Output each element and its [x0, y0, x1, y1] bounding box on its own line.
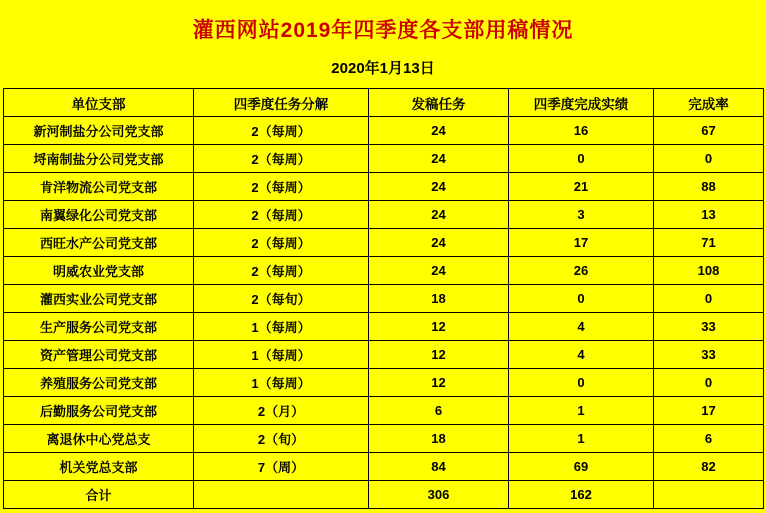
table-row [4, 173, 764, 201]
cell-rate: 17 [654, 397, 764, 425]
table-body [4, 117, 764, 509]
cell-total-quota: 306 [369, 481, 509, 509]
cell-actual: 3 [509, 201, 654, 229]
cell-quota: 6 [369, 397, 509, 425]
cell-task: 2（旬） [194, 425, 369, 453]
cell-unit: 埒南制盐分公司党支部 [4, 145, 194, 173]
cell-task: 2（每周） [194, 201, 369, 229]
cell-unit: 离退休中心党总支 [4, 425, 194, 453]
statistics-table [3, 88, 764, 509]
cell-rate: 88 [654, 173, 764, 201]
cell-unit: 灌西实业公司党支部 [4, 285, 194, 313]
column-header-unit: 单位支部 [4, 89, 194, 117]
cell-unit: 资产管理公司党支部 [4, 341, 194, 369]
cell-actual: 0 [509, 285, 654, 313]
cell-total-rate [654, 481, 764, 509]
cell-total-label: 合计 [4, 481, 194, 509]
table-row [4, 257, 764, 285]
cell-actual: 17 [509, 229, 654, 257]
cell-unit: 明威农业党支部 [4, 257, 194, 285]
cell-actual: 1 [509, 397, 654, 425]
cell-task: 2（每旬） [194, 285, 369, 313]
cell-unit: 生产服务公司党支部 [4, 313, 194, 341]
cell-task: 2（每周） [194, 145, 369, 173]
cell-task: 1（每周） [194, 313, 369, 341]
cell-unit: 新河制盐分公司党支部 [4, 117, 194, 145]
cell-task: 2（每周） [194, 257, 369, 285]
cell-actual: 1 [509, 425, 654, 453]
column-header-actual: 四季度完成实绩 [509, 89, 654, 117]
table-row [4, 369, 764, 397]
cell-quota: 24 [369, 229, 509, 257]
cell-actual: 16 [509, 117, 654, 145]
cell-task: 2（每周） [194, 117, 369, 145]
cell-actual: 69 [509, 453, 654, 481]
cell-rate: 67 [654, 117, 764, 145]
cell-rate: 13 [654, 201, 764, 229]
cell-quota: 24 [369, 173, 509, 201]
cell-rate: 0 [654, 369, 764, 397]
cell-rate: 6 [654, 425, 764, 453]
column-header-quota: 发稿任务 [369, 89, 509, 117]
cell-quota: 18 [369, 425, 509, 453]
cell-unit: 西旺水产公司党支部 [4, 229, 194, 257]
cell-rate: 33 [654, 341, 764, 369]
table-row [4, 145, 764, 173]
cell-rate: 0 [654, 285, 764, 313]
cell-rate: 71 [654, 229, 764, 257]
table-row [4, 229, 764, 257]
cell-actual: 4 [509, 341, 654, 369]
table-row [4, 117, 764, 145]
table-row [4, 313, 764, 341]
table-row [4, 201, 764, 229]
cell-total-task [194, 481, 369, 509]
cell-quota: 18 [369, 285, 509, 313]
table-row [4, 285, 764, 313]
cell-quota: 12 [369, 341, 509, 369]
cell-unit: 养殖服务公司党支部 [4, 369, 194, 397]
cell-task: 2（月） [194, 397, 369, 425]
cell-task: 1（每周） [194, 369, 369, 397]
cell-task: 2（每周） [194, 229, 369, 257]
cell-unit: 后勤服务公司党支部 [4, 397, 194, 425]
table-total-row [4, 481, 764, 509]
cell-actual: 21 [509, 173, 654, 201]
column-header-task: 四季度任务分解 [194, 89, 369, 117]
table-header-row [4, 89, 764, 117]
cell-rate: 108 [654, 257, 764, 285]
table-row [4, 453, 764, 481]
cell-quota: 12 [369, 369, 509, 397]
cell-quota: 24 [369, 145, 509, 173]
table-row [4, 397, 764, 425]
cell-unit: 机关党总支部 [4, 453, 194, 481]
cell-actual: 4 [509, 313, 654, 341]
column-header-rate: 完成率 [654, 89, 764, 117]
cell-rate: 82 [654, 453, 764, 481]
table-row [4, 425, 764, 453]
cell-actual: 0 [509, 145, 654, 173]
page-subtitle: 2020年1月13日 [331, 60, 435, 78]
cell-quota: 24 [369, 257, 509, 285]
cell-unit: 肯洋物流公司党支部 [4, 173, 194, 201]
table-row [4, 341, 764, 369]
cell-rate: 33 [654, 313, 764, 341]
cell-rate: 0 [654, 145, 764, 173]
cell-actual: 26 [509, 257, 654, 285]
cell-actual: 0 [509, 369, 654, 397]
cell-task: 1（每周） [194, 341, 369, 369]
cell-total-actual: 162 [509, 481, 654, 509]
page-title: 灌西网站2019年四季度各支部用稿情况 [192, 19, 574, 42]
cell-quota: 24 [369, 201, 509, 229]
cell-quota: 12 [369, 313, 509, 341]
cell-quota: 84 [369, 453, 509, 481]
cell-task: 7（周） [194, 453, 369, 481]
cell-task: 2（每周） [194, 173, 369, 201]
cell-unit: 南翼绿化公司党支部 [4, 201, 194, 229]
cell-quota: 24 [369, 117, 509, 145]
